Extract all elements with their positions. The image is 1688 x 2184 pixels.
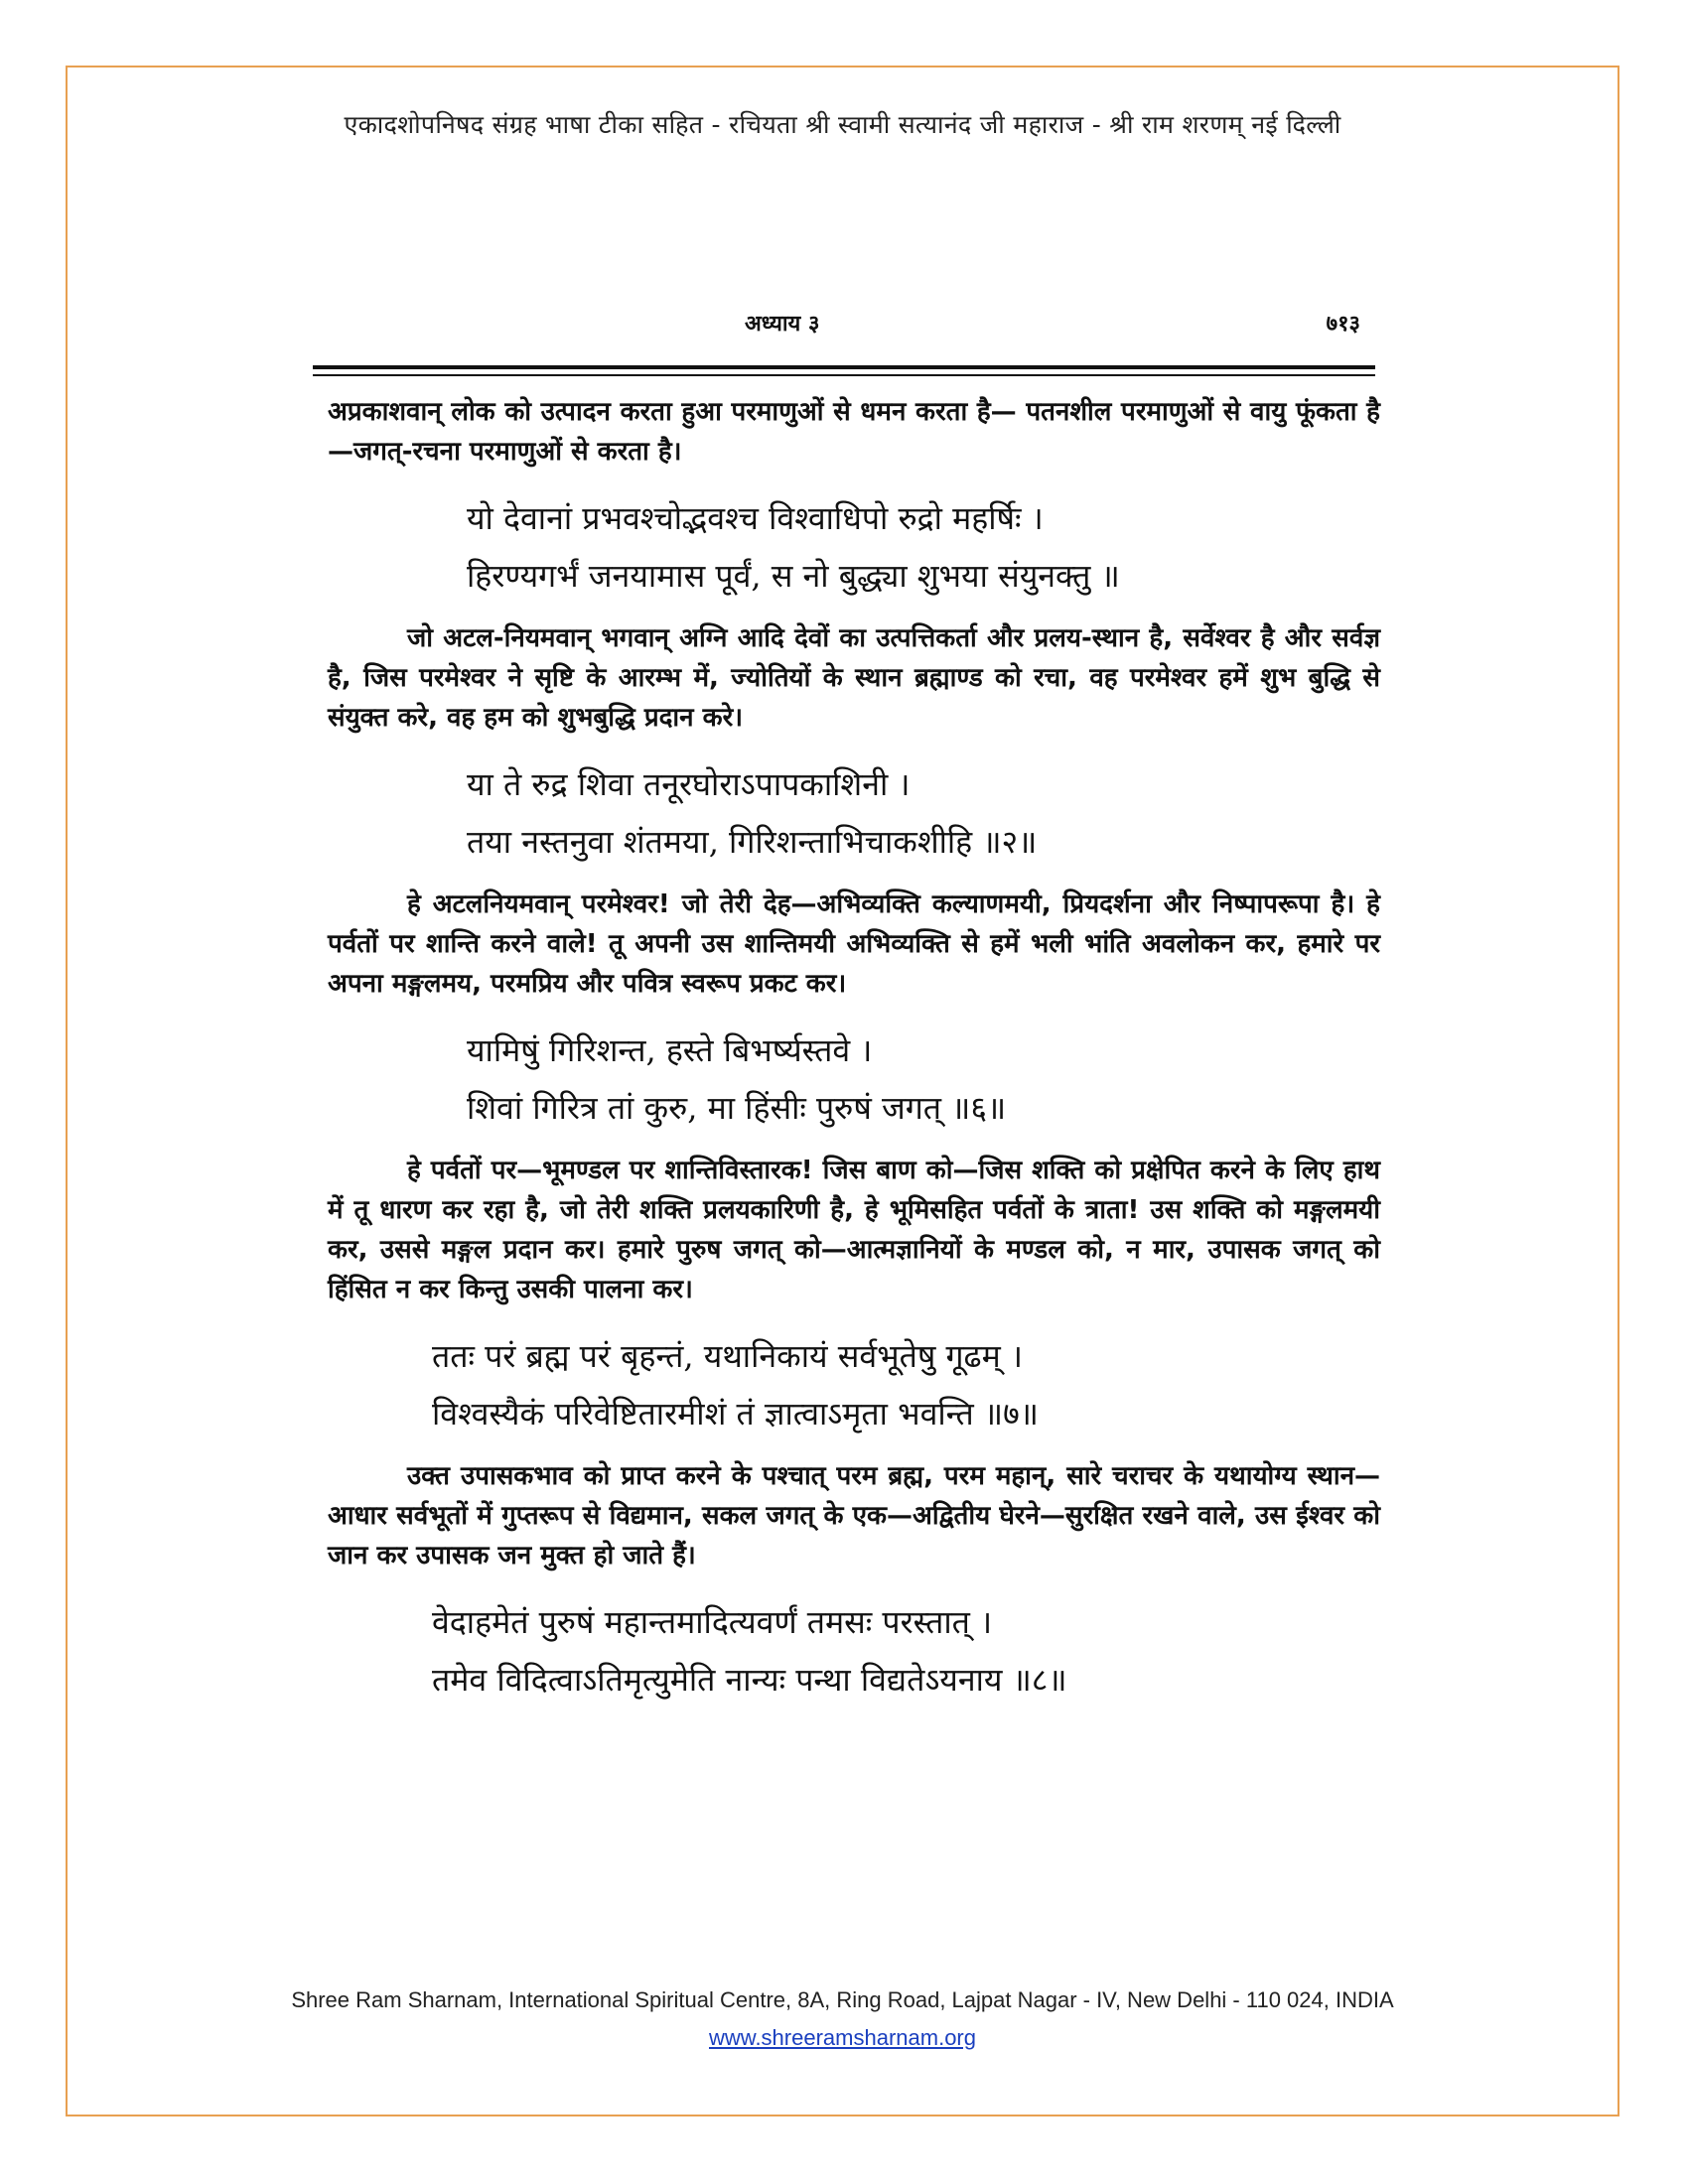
commentary-paragraph: हे अटलनियमवान् परमेश्वर! जो तेरी देह—अभिव्यक्ति कल्याणमयी, प्रियदर्शना और निष्पापरूपा है। हे पर्वतों पर शान्ति करने वाले! तू अपनी उस शान्तिमयी अभिव्यक्ति से हमें भली भांति अवलोकन कर, हमारे पर अपना मङ्गलमय, परमप्रिय और पवित्र स्वरूप प्रकट कर। [328, 889, 1380, 999]
commentary-paragraph: हे पर्वतों पर—भूमण्डल पर शान्तिविस्तारक! जिस बाण को—जिस शक्ति को प्रक्षेपित करने के लिए हाथ में तू धारण कर रहा है, जो तेरी शक्ति प्रलयकारिणी है, हे भूमिसहित पर्वतों के त्राता! उस शक्ति को मङ्गलमयी कर, उससे मङ्गल प्रदान कर। हमारे पुरुष जगत् को—आत्मज्ञानियों के मण्डल को, न मार, उपासक जगत् को हिंसित न कर किन्तु उसकी पालना कर। [328, 1156, 1380, 1304]
page-number: ७१३ [1326, 311, 1360, 337]
verse-line: तमेव विदित्वाऽतिमृत्युमेति नान्यः पन्था विद्यतेऽयनाय ॥८॥ [432, 1661, 1067, 1699]
verse-line: यो देवानां प्रभवश्चोद्भवश्च विश्वाधिपो रुद्रो महर्षिः । [467, 499, 1044, 537]
header-rule-thin [313, 374, 1375, 376]
chapter-label: अध्याय ३ [745, 311, 820, 337]
running-head [328, 308, 1360, 347]
verse-block [328, 1327, 1380, 1442]
page-body [328, 392, 1380, 1722]
verse-block [328, 489, 1380, 605]
verse-line: यामिषुं गिरिशन्त, हस्ते बिभर्ष्यस्तवे । [467, 1031, 873, 1069]
commentary-paragraph: जो अटल-नियमवान् भगवान् अग्नि आदि देवों का उत्पत्तिकर्ता और प्रलय-स्थान है, सर्वेश्वर है और सर्वज्ञ है, जिस परमेश्वर ने सृष्टि के आरम्भ में, ज्योतियों के स्थान ब्रह्माण्ड को रचा, वह परमेश्वर हमें शुभ बुद्धि से संयुक्त करे, वह हम को शुभबुद्धि प्रदान करे। [328, 623, 1380, 733]
verse-line: वेदाहमेतं पुरुषं महान्तमादित्यवर्णं तमसः परस्तात् । [432, 1603, 993, 1641]
verse-line: ततः परं ब्रह्म परं बृहन्तं, यथानिकायं सर्वभूतेषु गूढम् । [432, 1337, 1024, 1375]
verse-line: हिरण्यगर्भं जनयामास पूर्वं, स नो बुद्ध्या शुभया संयुनक्तु ॥ [467, 557, 1120, 595]
verse-block [328, 1022, 1380, 1137]
commentary-paragraph: अप्रकाशवान् लोक को उत्पादन करता हुआ परमाणुओं से धमन करता है— पतनशील परमाणुओं से वायु फूंकता है—जगत्-रचना परमाणुओं से करता है। [328, 397, 1380, 467]
document-header: एकादशोपनिषद संग्रह भाषा टीका सहित - रचियता श्री स्वामी सत्यानंद जी महाराज - श्री राम शरणम् नई दिल्ली [344, 110, 1341, 139]
header-rule [313, 365, 1375, 369]
verse-block [328, 1593, 1380, 1708]
verse-line: तया नस्तनुवा शंतमया, गिरिशन्ताभिचाकशीहि ॥२॥ [467, 823, 1038, 861]
verse-line: विश्वस्यैकं परिवेष्टितारमीशं तं ज्ञात्वाऽमृता भवन्ति ॥७॥ [432, 1395, 1039, 1433]
verse-line: शिवां गिरित्र तां कुरु, मा हिंसीः पुरुषं जगत् ॥६॥ [467, 1089, 1007, 1127]
footer-address: Shree Ram Sharnam, International Spiritual Centre, 8A, Ring Road, Lajpat Nagar - IV, New Delhi - 110 024, INDIA [291, 1987, 1394, 2012]
verse-line: या ते रुद्र शिवा तनूरघोराऽपापकाशिनी । [467, 765, 911, 803]
website-link[interactable]: www.shreeramsharnam.org [709, 2025, 976, 2050]
scanned-page [298, 278, 1390, 1985]
verse-block [328, 755, 1380, 871]
commentary-paragraph: उक्त उपासकभाव को प्राप्त करने के पश्चात् परम ब्रह्म, परम महान्, सारे चराचर के यथायोग्य स्थान—आधार सर्वभूतों में गुप्तरूप से विद्यमान, सकल जगत् के एक—अद्वितीय घेरने—सुरक्षित रखने वाले, उस ईश्वर को जान कर उपासक जन मुक्त हो जाते हैं। [328, 1461, 1380, 1570]
